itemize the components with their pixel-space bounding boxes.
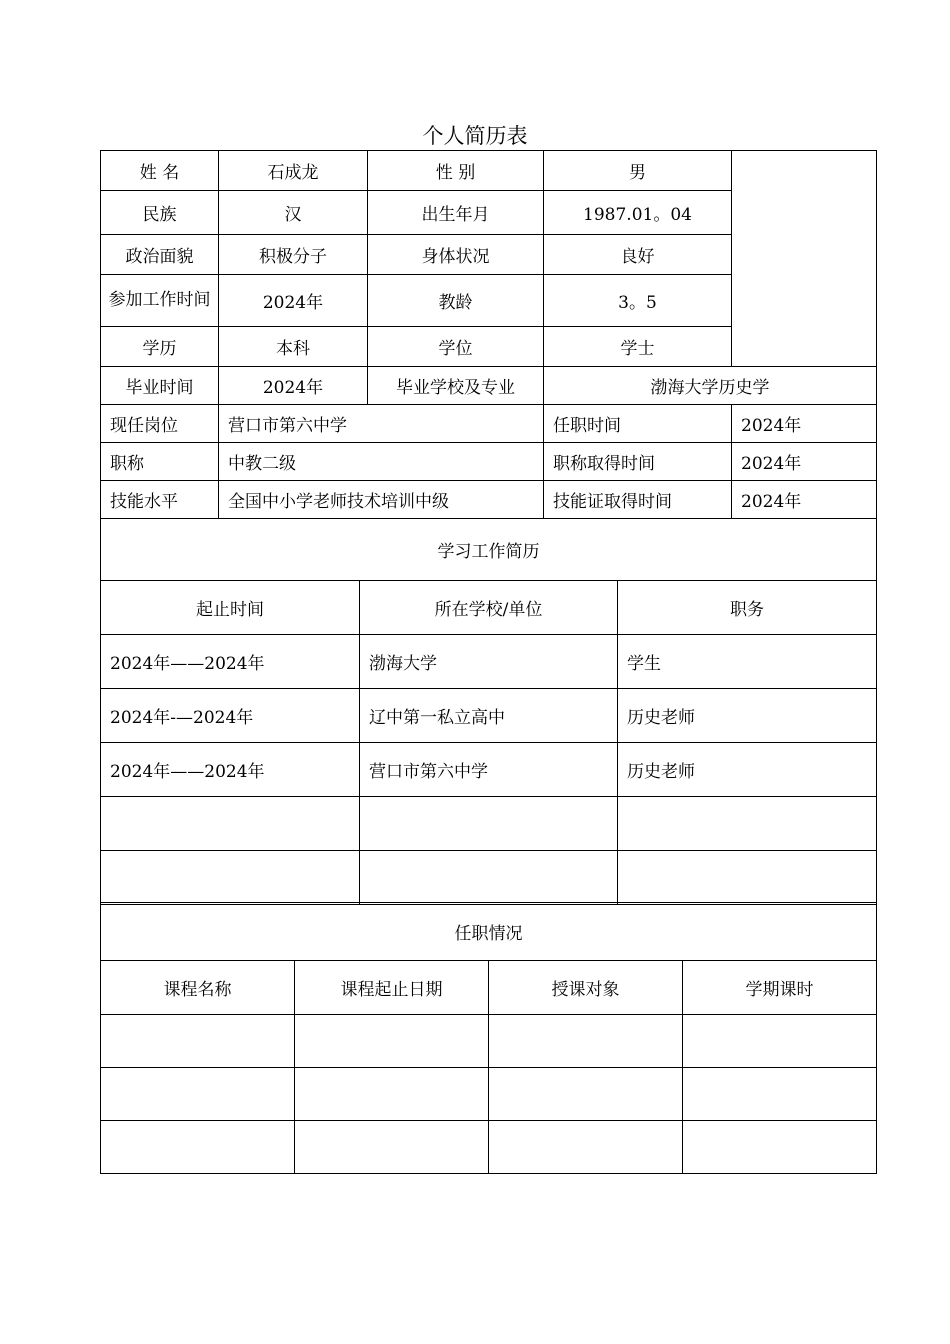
title-value: 中教二级 — [219, 443, 544, 481]
gender-value: 男 — [544, 151, 732, 191]
work-start-value: 2024年 — [219, 275, 368, 327]
course-hours-cell — [683, 1015, 877, 1068]
history-period — [101, 797, 360, 851]
birth-label: 出生年月 — [368, 191, 544, 235]
course-audience-cell — [489, 1068, 683, 1121]
history-header: 起止时间 — [101, 581, 360, 635]
teaching-years-value: 3。5 — [544, 275, 732, 327]
appoint-time-label: 任职时间 — [544, 405, 732, 443]
history-school: 辽中第一私立高中 — [360, 689, 618, 743]
political-label: 政治面貌 — [101, 235, 219, 275]
history-table — [100, 580, 877, 905]
table-row — [101, 689, 877, 743]
table-row — [101, 1068, 877, 1121]
history-period: 2024年-—2024年 — [101, 689, 360, 743]
degree-value: 学士 — [544, 327, 732, 367]
history-section-title: 学习工作简历 — [101, 519, 877, 581]
history-role — [618, 851, 877, 905]
duty-section-title: 任职情况 — [101, 903, 877, 961]
duty-header: 课程起止日期 — [295, 961, 489, 1015]
table-row — [101, 851, 877, 905]
political-value: 积极分子 — [219, 235, 368, 275]
work-start-label: 参加工作时间 — [101, 275, 219, 327]
history-school: 营口市第六中学 — [360, 743, 618, 797]
education-label: 学历 — [101, 327, 219, 367]
photo-cell — [732, 151, 877, 367]
history-school — [360, 851, 618, 905]
history-school: 渤海大学 — [360, 635, 618, 689]
table-row — [101, 1121, 877, 1174]
position-label: 现任岗位 — [101, 405, 219, 443]
course-audience-cell — [489, 1121, 683, 1174]
history-role: 历史老师 — [618, 743, 877, 797]
history-role: 历史老师 — [618, 689, 877, 743]
birth-value: 1987.01。04 — [544, 191, 732, 235]
course-hours-cell — [683, 1068, 877, 1121]
skill-label: 技能水平 — [101, 481, 219, 519]
title-time-value: 2024年 — [732, 443, 877, 481]
duty-table — [100, 902, 877, 1174]
table-row — [101, 1015, 877, 1068]
name-value: 石成龙 — [219, 151, 368, 191]
course-dates-cell — [295, 1015, 489, 1068]
history-header: 所在学校/单位 — [360, 581, 618, 635]
ethnicity-label: 民族 — [101, 191, 219, 235]
teaching-years-label: 教龄 — [368, 275, 544, 327]
gender-label: 性 别 — [368, 151, 544, 191]
history-school — [360, 797, 618, 851]
table-row — [101, 635, 877, 689]
basic-info-table — [100, 150, 877, 581]
course-dates-cell — [295, 1121, 489, 1174]
course-audience-cell — [489, 1015, 683, 1068]
title-label: 职称 — [101, 443, 219, 481]
grad-time-label: 毕业时间 — [101, 367, 219, 405]
education-value: 本科 — [219, 327, 368, 367]
duty-header: 课程名称 — [101, 961, 295, 1015]
health-label: 身体状况 — [368, 235, 544, 275]
history-period — [101, 851, 360, 905]
page-title: 个人简历表 — [422, 124, 528, 148]
position-value: 营口市第六中学 — [219, 405, 544, 443]
duty-header: 学期课时 — [683, 961, 877, 1015]
course-dates-cell — [295, 1068, 489, 1121]
grad-time-value: 2024年 — [219, 367, 368, 405]
course-name-cell — [101, 1068, 295, 1121]
degree-label: 学位 — [368, 327, 544, 367]
ethnicity-value: 汉 — [219, 191, 368, 235]
skill-value: 全国中小学老师技术培训中级 — [219, 481, 544, 519]
school-major-label: 毕业学校及专业 — [368, 367, 544, 405]
title-time-label: 职称取得时间 — [544, 443, 732, 481]
duty-header: 授课对象 — [489, 961, 683, 1015]
appoint-time-value: 2024年 — [732, 405, 877, 443]
name-label: 姓 名 — [101, 151, 219, 191]
history-role: 学生 — [618, 635, 877, 689]
table-row — [101, 797, 877, 851]
course-hours-cell — [683, 1121, 877, 1174]
history-period: 2024年——2024年 — [101, 635, 360, 689]
health-value: 良好 — [544, 235, 732, 275]
skill-time-label: 技能证取得时间 — [544, 481, 732, 519]
skill-time-value: 2024年 — [732, 481, 877, 519]
table-row — [101, 743, 877, 797]
history-role — [618, 797, 877, 851]
history-header: 职务 — [618, 581, 877, 635]
course-name-cell — [101, 1121, 295, 1174]
course-name-cell — [101, 1015, 295, 1068]
history-period: 2024年——2024年 — [101, 743, 360, 797]
school-major-value: 渤海大学历史学 — [544, 367, 877, 405]
